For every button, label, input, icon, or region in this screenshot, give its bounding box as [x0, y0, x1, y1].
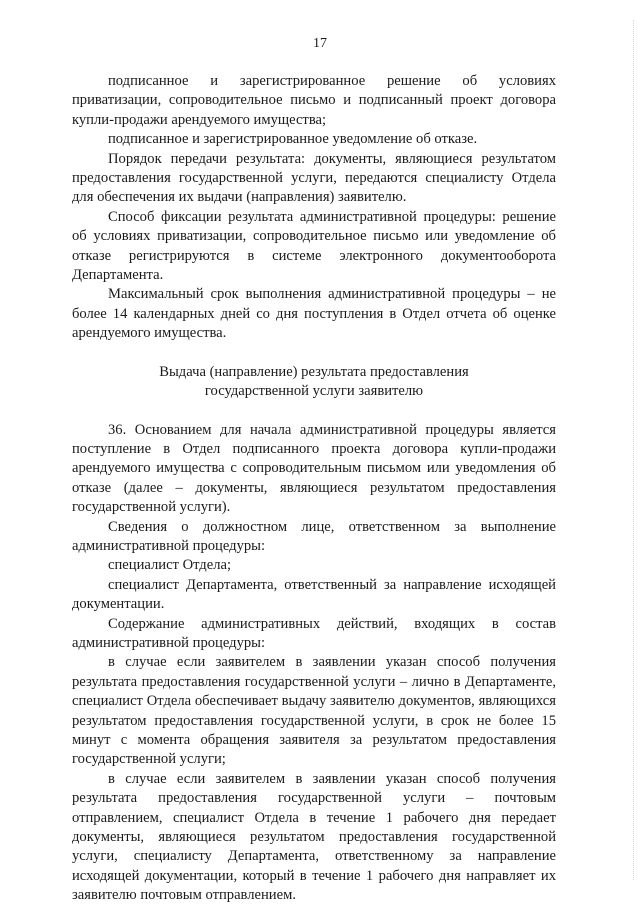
- paragraph: в случае если заявителем в заявлении указан способ получения результата предоставления государственной услуги – лично в Департаменте, специалист Отдела обеспечивает выдачу заявителю документов, являющихся результатом предоставления государственной услуги, в срок не более 15 минут с момента обращения заявителя за результатом предоставления государственной услуги;: [72, 654, 556, 768]
- paragraph: 36. Основанием для начала административной процедуры является поступление в Отдел подписанного проекта договора купли-продажи арендуемого имущества с сопроводительным письмом или уведомления об отказе (далее – документы, являющиеся результатом предоставления государственной услуги).: [72, 421, 556, 516]
- paragraph: Сведения о должностном лице, ответственном за выполнение административной процедуры:: [72, 518, 556, 554]
- paragraph: специалист Отдела;: [108, 557, 232, 574]
- page-number: 17: [313, 36, 327, 51]
- paragraph: Порядок передачи результата: документы, являющиеся результатом предоставления государственной услуги, передаются специалисту Отдела для обеспечения их выдачи (направления) заявителю.: [72, 150, 556, 206]
- section-heading-line: государственной услуги заявителю: [204, 383, 424, 400]
- paragraph: в случае если заявителем в заявлении указан способ получения результата предоставления государственной услуги – почтовым отправлением, специалист Отдела в течение 1 рабочего дня передает документы, являющиеся результатом предоставления государственной услуги, специалисту Департамента, ответственному за направление исходящей документации, который в течение 1 рабочего дня направляет их заявителю почтовым отправлением.: [72, 770, 556, 904]
- paragraph: подписанное и зарегистрированное уведомление об отказе.: [108, 131, 478, 148]
- section-heading-line: Выдача (направление) результата предоставления: [159, 363, 469, 380]
- document-body: [72, 72, 556, 906]
- paragraph: Максимальный срок выполнения административной процедуры – не более 14 календарных дней со дня поступления в Отдел отчета об оценке арендуемого имущества.: [72, 286, 556, 342]
- paragraph: Содержание административных действий, входящих в состав административной процедуры:: [72, 615, 556, 651]
- paragraph: Способ фиксации результата административной процедуры: решение об условиях приватизации, сопроводительное письмо или уведомление об отказе регистрируются в системе электронного документооборота Департамента.: [72, 208, 556, 284]
- section-heading: [72, 363, 556, 402]
- paragraph: подписанное и зарегистрированное решение об условиях приватизации, сопроводительное письмо и подписанный проект договора купли-продажи арендуемого имущества;: [72, 73, 556, 128]
- paragraph: специалист Департамента, ответственный за направление исходящей документации.: [72, 576, 556, 613]
- scan-margin-line: [632, 20, 634, 880]
